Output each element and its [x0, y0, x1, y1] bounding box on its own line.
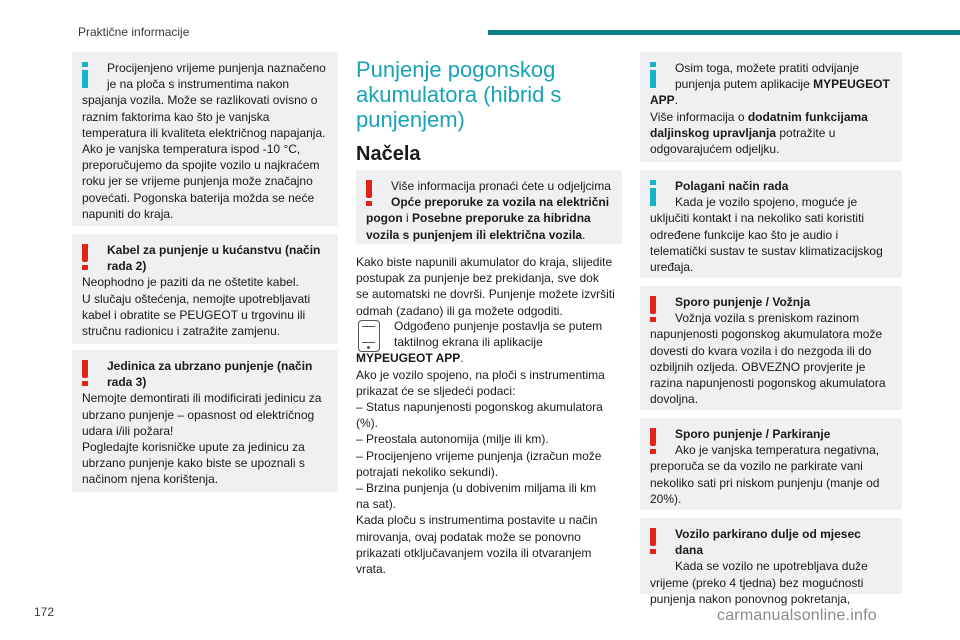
text-line: Kada je vozilo spojeno, moguće je: [675, 195, 858, 210]
text-line: [650, 125, 892, 141]
text-line: Pogledajte korisničke upute za jedinicu za: [82, 440, 305, 455]
text-line: Nemojte demontirati ili modificirati jedinicu za: [82, 391, 322, 406]
text-line: [650, 92, 892, 108]
text-line: Odgođeno punjenje postavlja se putem: [394, 319, 603, 333]
text-line: ozbiljnih ozljeda. OBVEZNO provjerite je: [650, 359, 866, 374]
text-line: (%).: [356, 416, 378, 431]
text-line: se automatski ne dovrši. Punjenje možete izvršiti: [356, 287, 615, 302]
bold-run: MYPEUGEOT APP: [356, 351, 461, 366]
text-line: dovoljna.: [650, 392, 699, 407]
box-title: Kabel za punjenje u kućanstvu (način: [107, 243, 321, 257]
text-run: potražite u: [776, 125, 836, 140]
box-title: Sporo punjenje / Parkiranje: [675, 427, 831, 441]
text-line: – Procijenjeno vrijeme punjenja (izračun može: [356, 448, 602, 463]
text-line: prikazati otključavanjem vozila ili otvaranjem: [356, 545, 592, 560]
text-line: Ako je vanjska temperatura ispod -10 °C,: [82, 142, 301, 157]
text-line: Više informacija pronaći ćete u odjeljcima: [391, 179, 611, 193]
text-line: preporuča se da vozilo ne parkirate vani: [650, 459, 863, 474]
text-line: Kada ploču s instrumentima postavite u način: [356, 513, 598, 528]
text-line: Osim toga, možete pratiti odvijanje: [675, 61, 860, 75]
box-title: Vozilo parkirano dulje od mjesec dana: [675, 527, 861, 558]
bold-run: pogon: [366, 211, 403, 226]
warning-box-fast-charge-unit: [72, 350, 338, 492]
text-line: U slučaju oštećenja, nemojte upotrebljavati: [82, 291, 311, 306]
text-line: 20%).: [650, 491, 682, 506]
text-line: Vožnja vozila s preniskom razinom: [675, 311, 860, 326]
text-line: taktilnog ekrana ili aplikacije: [394, 335, 543, 350]
text-line: stručnu radionicu i zatražite zamjenu.: [82, 324, 281, 339]
box-title: Jedinica za ubrzano punjenje (način: [107, 359, 313, 373]
box-title: Sporo punjenje / Vožnja: [675, 295, 811, 309]
warning-box-parked-month: [640, 518, 902, 606]
text-line: vrata.: [356, 562, 387, 577]
info-box-slow-mode: [640, 170, 902, 278]
text-line: Kako biste napunili akumulator do kraja, slijedite: [356, 255, 613, 269]
subheading: Načela: [356, 143, 421, 165]
text-line: Kada se vozilo ne upotrebljava duže: [675, 559, 868, 574]
text-line: povećati. Pogonska baterija možda se neće: [82, 190, 315, 205]
text-line: napunjenosti pogonskog akumulatora može: [650, 327, 883, 342]
running-header: Praktične informacije: [78, 25, 190, 39]
text-run: Više informacija o: [650, 109, 748, 124]
text-line: raznim faktorima kao što je vanjska: [82, 109, 270, 124]
info-box-charging-time: [72, 52, 338, 226]
text-line: uređaja.: [650, 260, 694, 275]
watermark: carmanualsonline.info: [717, 607, 877, 624]
text-line: Ako je vanjska temperatura negativna,: [675, 443, 880, 458]
text-line: razina napunjenosti pogonskog akumulatora: [650, 376, 886, 391]
header-accent-bar: [488, 30, 960, 35]
bold-run: Posebne preporuke za hibridna: [412, 211, 591, 226]
heading-line: punjenjem): [356, 107, 465, 132]
warning-box-slow-charge-driving: [640, 286, 902, 410]
text-run: i: [402, 211, 412, 226]
text-line: vrijeme (preko 4 tjedna) bez mogućnosti: [650, 575, 864, 590]
text-line: Procijenjeno vrijeme punjenja naznačeno: [107, 61, 326, 75]
warning-icon: [650, 528, 656, 556]
text-line: [650, 76, 892, 92]
text-line: napuniti do kraja.: [82, 206, 174, 221]
text-line: nekoliko sati pri niskom punjenju (manje od: [650, 475, 880, 490]
text-line: potrajati nekoliko sekundi).: [356, 464, 499, 479]
info-icon: [650, 180, 656, 206]
heading-line: Punjenje pogonskog: [356, 57, 556, 82]
text-run: punjenja putem aplikacije: [675, 77, 814, 92]
text-line: punjenja nakon ponovnog pokretanja,: [650, 591, 851, 606]
heading-line: akumulatora (hibrid s: [356, 82, 562, 107]
text-line: Ako je vozilo spojeno, na ploči s instrumentima: [356, 367, 605, 382]
text-line: udara i/ili požara!: [82, 423, 174, 438]
bold-run: MYPEUGEOT: [813, 77, 890, 92]
warning-icon: [650, 296, 656, 324]
text-line: [366, 210, 612, 226]
warning-icon: [82, 360, 88, 388]
text-run: .: [582, 227, 586, 242]
text-line: odmah (zadano) ili ga možete odgoditi.: [356, 303, 563, 318]
text-line: načinom njena korištenja.: [82, 472, 219, 487]
text-line: Opće preporuke za vozila na električni: [391, 195, 610, 210]
text-line: mirovanja, ovaj podatak može se ponovno: [356, 529, 581, 544]
body-paragraph-charging: [356, 254, 626, 319]
text-line: [650, 109, 892, 125]
box-title: rada 3): [107, 375, 147, 390]
text-line: dovesti do kvara vozila i do nezgoda ili do: [650, 343, 872, 358]
text-line: uključiti kontakt i na nekoliko sati koristiti: [650, 211, 865, 226]
text-line: telematički sustav te sustav klimatizacijskog: [650, 243, 883, 258]
warning-icon: [366, 180, 372, 208]
text-line: [356, 350, 626, 366]
body-paragraph-app: [356, 318, 626, 577]
bold-run: dodatnim funkcijama: [747, 109, 868, 124]
text-line: – Preostala autonomija (milje ili km).: [356, 432, 549, 447]
section-heading: [356, 57, 626, 132]
text-line: [366, 227, 612, 243]
box-title: rada 2): [107, 259, 147, 274]
page-number: 172: [34, 605, 55, 619]
text-run: .: [674, 93, 679, 108]
text-line: – Status napunjenosti pogonskog akumulatora: [356, 400, 603, 415]
text-line: određene funkcije kao što je audio i: [650, 227, 839, 242]
bold-run: daljinskog upravljanja: [650, 125, 777, 140]
text-line: preporučujemo da spojite vozilo u najkraćem: [82, 158, 320, 173]
text-line: na sat).: [356, 497, 397, 512]
text-line: spajanja vozila. Može se razlikovati ovisno o: [82, 93, 318, 108]
text-line: prikazat će se sljedeći podaci:: [356, 383, 516, 398]
text-line: je na ploča s instrumentima nakon: [107, 77, 290, 92]
info-icon: [82, 62, 88, 88]
text-line: kabel i obratite se PEUGEOT u trgovinu ili: [82, 307, 306, 322]
info-icon: [650, 62, 656, 88]
warning-box-slow-charge-parking: [640, 418, 902, 510]
info-box-app-monitoring: [640, 52, 902, 162]
bold-run: vozila s punjenjem ili električna vozila: [366, 227, 583, 242]
warning-icon: [650, 428, 656, 456]
text-line: postupak za punjenje bez prekidanja, sve dok: [356, 271, 599, 286]
text-line: – Brzina punjenja (u dobivenim miljama ili km: [356, 481, 597, 496]
box-title: Polagani način rada: [675, 179, 789, 193]
text-line: ubrzano punjenje kako biste se upoznali s: [82, 456, 305, 471]
text-line: Neophodno je paziti da ne oštetite kabel.: [82, 275, 299, 290]
text-line: ubrzano punjenje – opasnost od električnog: [82, 407, 315, 422]
bold-run: APP: [650, 93, 675, 108]
text-run: .: [460, 351, 464, 366]
warning-box-home-cable: [72, 234, 338, 344]
text-line: temperatura ili kvaliteta električnog napajanja.: [82, 125, 326, 140]
text-line: roku jer se vrijeme punjenja može značajno: [82, 174, 313, 189]
warning-box-more-info: [356, 170, 622, 244]
text-line: odgovarajućem odjeljku.: [650, 142, 780, 157]
warning-icon: [82, 244, 88, 272]
